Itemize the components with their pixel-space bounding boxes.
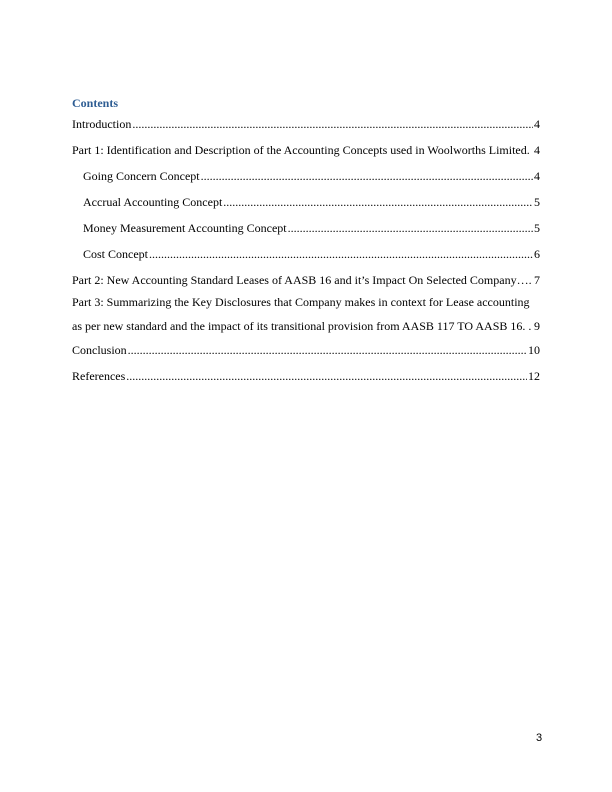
dot-leader	[223, 194, 533, 210]
toc-entry-part-2[interactable]	[72, 272, 540, 288]
toc-entry-references[interactable]	[72, 368, 540, 384]
page-number: 3	[536, 732, 543, 744]
toc-heading: Contents	[72, 96, 119, 110]
toc-entry-page: 4	[534, 143, 540, 157]
dot-leader	[149, 246, 533, 262]
dot-leader	[201, 168, 533, 184]
toc-entry-page: 7	[534, 273, 540, 287]
toc-entry-label: Part 2: New Accounting Standard Leases of AASB 16 and it’s Impact On Selected Company….	[72, 273, 532, 287]
toc-entry-conclusion[interactable]	[72, 342, 540, 358]
dot-leader	[288, 220, 533, 236]
toc-entry-page: 10	[528, 343, 540, 357]
toc-entry-going-concern[interactable]	[83, 168, 540, 184]
toc-entry-line	[72, 294, 540, 310]
toc-entry-page: 4	[534, 169, 540, 183]
toc-entry-label: Introduction	[72, 117, 132, 131]
toc-entry-label: Accrual Accounting Concept	[83, 195, 223, 209]
toc-entry-label: Cost Concept	[83, 247, 148, 261]
toc-entry-label: Part 1: Identification and Description of the Accounting Concepts used in Woolworths Limited.	[72, 143, 530, 157]
toc-entry-accrual[interactable]	[83, 194, 540, 210]
toc-entry-label: Conclusion	[72, 343, 127, 357]
toc-entry-page: 6	[534, 247, 540, 261]
toc-entry-page: 5	[534, 195, 540, 209]
toc-entry-cost-concept[interactable]	[83, 246, 540, 262]
toc-entry-page: 9	[534, 319, 540, 333]
toc-entry-label: Money Measurement Accounting Concept	[83, 221, 287, 235]
dot-leader	[132, 116, 533, 132]
toc-entry-label: References	[72, 369, 126, 383]
dot-leader	[128, 342, 527, 358]
toc-entry-part-1[interactable]	[72, 142, 540, 158]
toc-entry-page: 5	[534, 221, 540, 235]
toc-entry-label: Going Concern Concept	[83, 169, 200, 183]
toc-entry-line	[72, 318, 540, 334]
dot-leader	[126, 368, 527, 384]
toc-entry-introduction[interactable]	[72, 116, 540, 132]
toc-entry-money-measurement[interactable]	[83, 220, 540, 236]
toc-entry-label: Part 3: Summarizing the Key Disclosures that Company makes in context for Lease accounting	[72, 295, 530, 309]
toc-entry-part-3[interactable]	[72, 294, 540, 338]
toc-entry-page: 4	[534, 117, 540, 131]
toc-entry-label: as per new standard and the impact of its transitional provision from AASB 117 TO AASB 16. .	[72, 319, 532, 333]
toc-entry-page: 12	[528, 369, 540, 383]
